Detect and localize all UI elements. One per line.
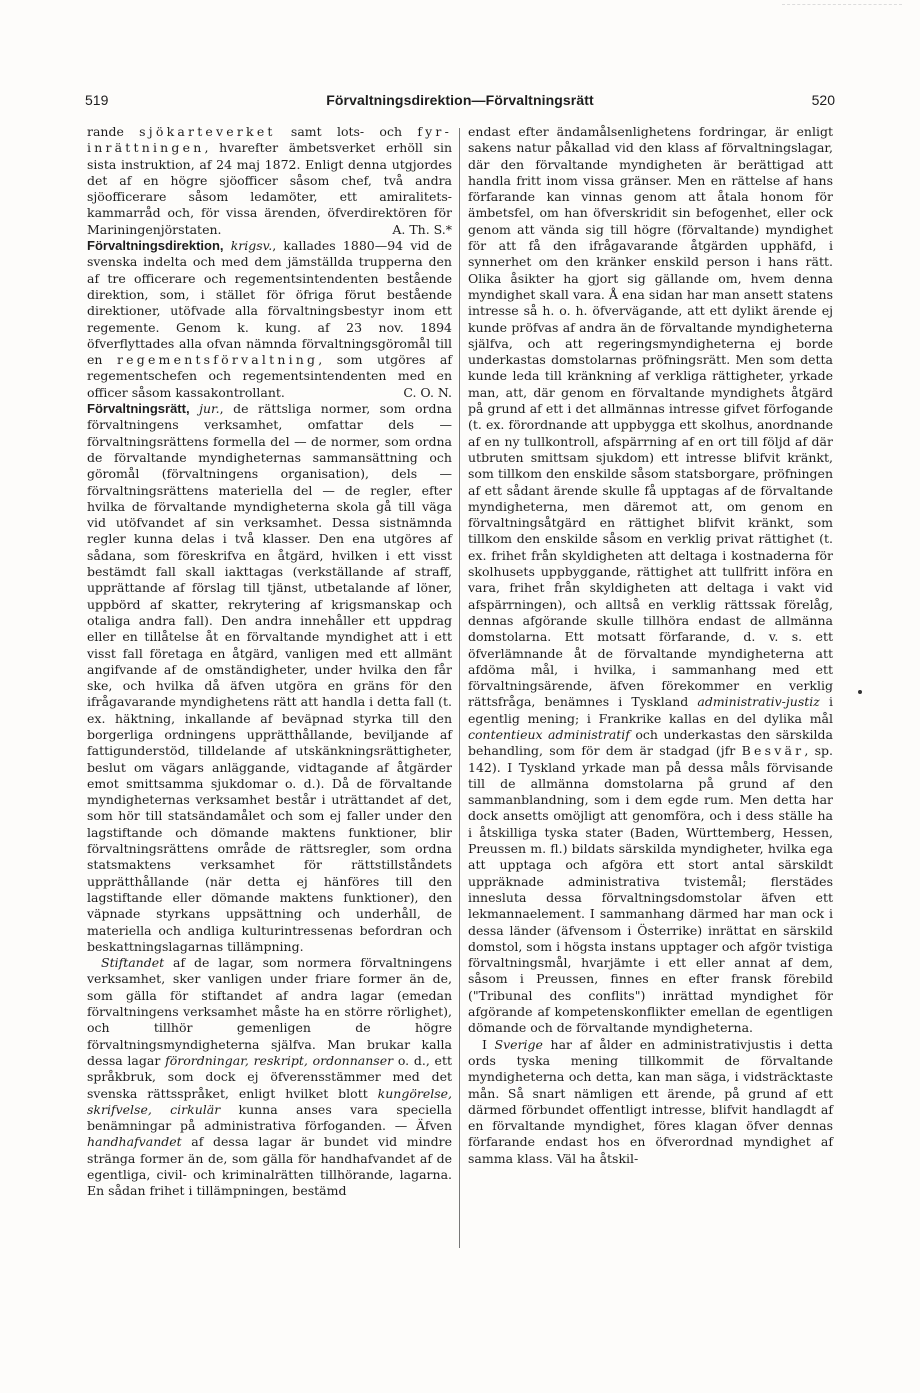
spaced-term: sjökarteverket (139, 124, 276, 139)
page-number-left: 519 (85, 92, 109, 108)
spaced-term: fyr-inrättningen (87, 124, 452, 156)
entry-continuation: rande sjökarteverket samt lots- och fyr-inrättningen, hvarefter ämbetsverket erhöll sin sista instruktion, af 24 maj 1872. Enligt denna utgjordes det af en högre sjöofficer såsom chef, två andra sjöofficerare såsom ledamöter, ett amiralitets-kammarråd och, för vissa ärenden, öfverdirektören för Mariningenjörstaten. A. Th. S.* (87, 124, 452, 237)
subject-tag: jur. (199, 401, 220, 417)
left-column (87, 124, 452, 1200)
right-column (468, 124, 833, 1167)
headword: Förvaltningsdirektion, (87, 238, 224, 254)
page-header (85, 92, 835, 112)
spaced-term: regementsförvaltning (116, 352, 319, 368)
author-signature: A. Th. S.* (392, 221, 452, 237)
column-rule (459, 128, 460, 1248)
paragraph: Stiftandet af de lagar, som normera förvaltningens verksamhet, sker vanligen under friare former än de, som gälla för stiftandet af andra lagar (emedan förvaltningens verksamhet måste ha en större rörlighet), och tillhör gemenligen de högre förvaltningsmyndigheterna själfva. Man brukar kalla dessa lagar förordningar, reskript, ordonnanser o. d., ett språkbruk, som dock ej öfverensstämmer med det svenska rättsspråket, enligt hvilket blott kungörelse, skrifvelse, cirkulär kunna anses vara speciella benämningar på administrativa förfoganden. — Äfven handhafvandet af dessa lagar är bundet vid mindre stränga former än de, som gälla för handhafvandet af de egentliga, civil- och kriminalrätten tillhörande, lagarna. En sådan frihet i tillämpningen, bestämd (87, 955, 452, 1199)
paragraph: endast efter ändamålsenlighetens fordringar, är enligt sakens natur påkallad vid den klass af förvaltningslagar, där den förvaltande myndigheten är berättigad att handla fritt inom vissa gränser. Men en rättelse af hans förfarande kan vinnas genom att åtala honom för ämbetsfel, om han öfverskridit sin befogenhet, eller ock genom att vända sig till högre (förvaltande) myndighet för att få den ifrågavarande åtgärden upphäfd, i synnerhet om den kränker enskild person i hans rätt. Olika åsikter ha gjort sig gällande om, hvem denna myndighet skall vara. Å ena sidan har man ansett statens intresse så h. o. h. öfvervägande, att ett dylikt ärende ej kunde pröfvas af andra än de förvaltande myndigheterna själfva, och att regeringsmyndigheterna ej borde underkastas domstolarnas pröfningsrätt. Men som detta kunde leda till kränkning af verkliga rättigheter, yrkade man, att, där genom en förvaltande myndighets åtgärd på grund af ett i det allmännas intresse gifvet förfogande (t. ex. förordnande att uppbygga ett skolhus, anordnande af en ny tullkontroll, afspärrning af en ort till följd af där utbruten smittsam sjukdom) ett intresse blifvit kränkt, som tillkom den enskilde såsom statsborgare, pröfningen af ett sådant ärende skulle få upptagas af de förvaltande myndigheterna, men däremot att, om genom en förvaltningsåtgärd en rättighet blifvit kränkt, som tillkom den enskilde såsom en verklig privat rättighet (t. ex. frihet från skyldigheten att deltaga i kostnaderna för skolhusets uppbyggande, rättighet att tullfritt införa en vara, frihet från skyldigheten att deltaga i vakt vid afspärrningen), och alltså en verklig rättssak förelåg, dennas afgörande skulle tillhöra endast de allmänna domstolarna. Ett motsatt förfarande, d. v. s. ett öfverlämnande åt de förvaltande myndigheterna att afdöma mål, i hvilka, i sammanhang med ett förvaltningsärende, äfven förekommer en verklig rättsfråga, benämnes i Tyskland administrativ-justiz i egentlig mening; i Frankrike kallas en del dylika mål contentieux administratif och underkastas den särskilda behandling, som för dem är stadgad (jfr Besvär, sp. 142). I Tyskland yrkade man på dessa måls förvisande till de allmänna domstolarna på grund af den sammanblandning, som i dem egde rum. Men detta har dock ansetts omöjligt att genomföra, och i dess ställe ha i åtskilliga tyska stater (Baden, Württemberg, Hessen, Preussen m. fl.) bildats särskilda myndigheter, hvilka ega att upptaga och afgöra ett stort antal särskildt uppräknade administrativa tvistemål; flerstädes innesluta dessa förvaltningsdomstolar äfven ett lekmannaelement. I sammanhang därmed har man ock i dessa länder (äfvensom i Österrike) inrättat en särskild domstol, som i högsta instans upptager och afgör tvistiga förvaltningsmål, hvarjämte i ett eller annat af dem, såsom i Preussen, finnes en efter fransk förebild ("Tribunal des conflits") inrättad myndighet för afgörande af kompetenskonflikter emellan de egentligen dömande och de förvaltande myndigheterna. (468, 124, 834, 1036)
author-signature: C. O. N. (403, 384, 452, 400)
cross-reference: Besvär (741, 743, 805, 759)
subject-tag: krigsv. (230, 238, 273, 254)
entry-forvaltningsdirektion: Förvaltningsdirektion, krigsv., kallades 1880—94 vid de svenska indelta och med dem jämställda trupperna den af tre officerare och regementsintendenten bestående direktion, som, i stället för öfriga förut bestående direktioner, utöfvade alla förvaltningsbestyr inom ett regemente. Genom k. kung. af 23 nov. 1894 öfverflyttades alla ofvan nämnda förvaltningsgöromål till en regementsförvaltning, som utgöres af regementschefen och regementsintendenten med en officer såsom kassakontrollant. C. O. N. (87, 238, 453, 400)
paragraph: I Sverige har af ålder en administrativjustis i detta ords tyska mening tillkommit de förvaltande myndigheterna och detta, kan man säga, i vidsträcktaste mån. Så snart nämligen ett ärende, på grund af ett därmed förbundet offentligt intresse, blifvit handlagdt af en förvaltande myndighet, föres klagan öfver dennas förfarande endast hos en öfverordnad myndighet af samma klass. Väl ha åtskil- (468, 1036, 833, 1166)
page-number-right: 520 (811, 92, 835, 108)
margin-dot (858, 690, 862, 694)
scan-artifact (782, 4, 902, 5)
entry-forvaltningsratt: Förvaltningsrätt, jur., de rättsliga normer, som ordna förvaltningens verksamhet, omfattar dels — förvaltningsrättens formella del — de normer, som ordna de förvaltande myndigheternas sammansättning och göromål (förvaltningens organisation), dels — förvaltningsrättens materiella del — de regler, efter hvilka de förvaltande myndigheterna skola gå till väga vid utöfvandet af sin verksamhet. Dessa sistnämnda regler kunna delas i två klasser. Den ena utgöres af sådana, som föreskrifva en åtgärd, hvilken i ett visst bestämdt fall skall iakttagas (verkställande af straff, upprättande af förslag till tjänst, utbetalande af löner, uppbörd af skatter, rekrytering af krigsmanskap och otaliga andra fall). Den andra innehåller ett uppdrag eller en tillåtelse åt en förvaltande myndighet att i ett visst fall företaga en åtgärd, vanligen med ett allmänt angifvande af de omständigheter, under hvilka den får ske, och hvilka då äfven utgöra en gräns för den ifrågavarande myndighetens rätt att handla i detta fall (t. ex. häktning, inkallande af beväpnad styrka till den borgerliga ordningens upprätthållande, beviljande af fattigunderstöd, tilldelande af utskänkningsrättigheter, beslut om vägars anläggande, vidtagande af åtgärder emot smittsamma sjukdomar o. d.). Då de förvaltande myndigheternas verksamhet består i uträttandet af det, som hör till statsändamålet och som ej faller under den lagstiftande och dömande maktens funktioner, blir förvaltningsrättens område de rättsregler, som ordna statsmaktens verksamhet för rättstillståndets upprätthållande (när detta ej hänföres till den lagstiftande eller dömande maktens funktioner), den väpnade styrkans uppsättning och underhåll, de materiella och andliga kulturintressenas befordran och beskattningslagarnas tillämpning. (87, 401, 452, 954)
headword: Förvaltningsrätt, (87, 401, 190, 417)
running-title: Förvaltningsdirektion—Förvaltningsrätt (326, 92, 594, 108)
